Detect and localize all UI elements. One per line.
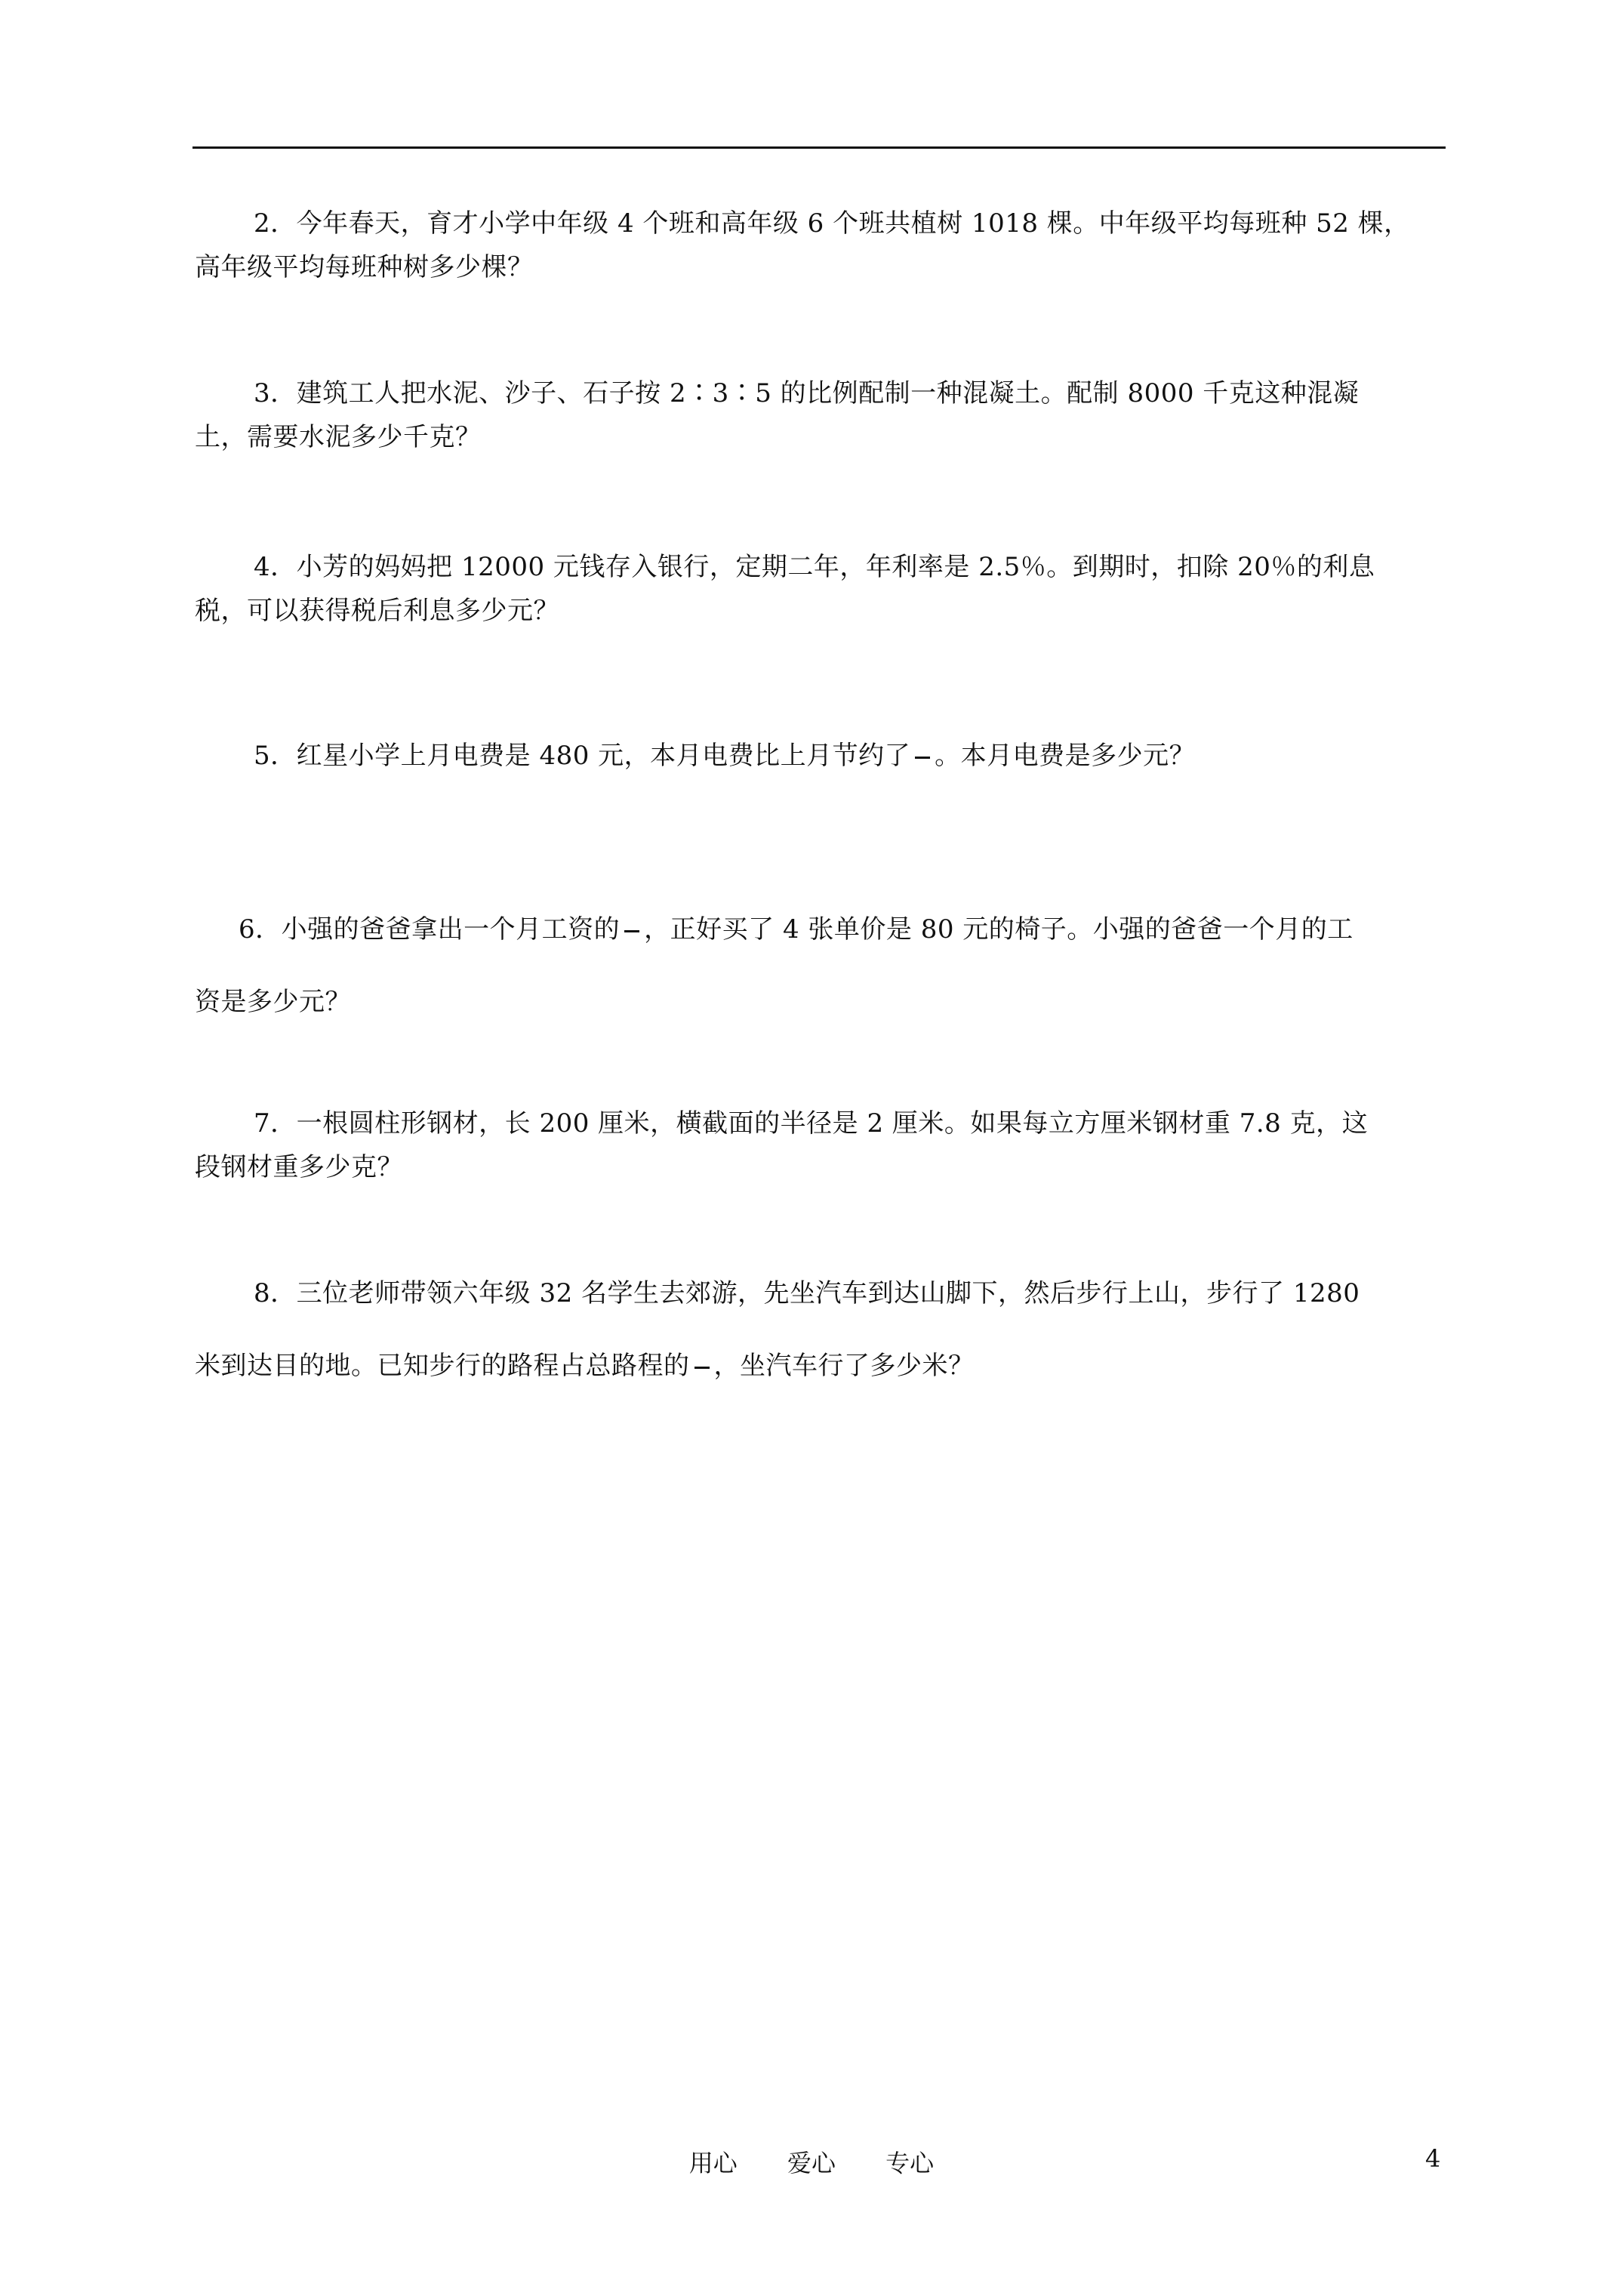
page-number: 4 [1425, 2144, 1441, 2173]
problem-4 [195, 546, 1448, 633]
footer-item: 用心 [688, 2149, 738, 2177]
problem-8-line-1: 8．三位老师带领六年级 32 名学生去郊游，先坐汽车到达山脚下，然后步行上山，步行了 1280 [254, 1278, 1360, 1308]
problem-8 [195, 1272, 1448, 1417]
problem-5-text-a: 5．红星小学上月电费是 480 元，本月电费比上月节约了 [254, 741, 911, 771]
problem-7 [195, 1102, 1448, 1190]
problem-5-text-b: 。本月电费是多少元？ [935, 741, 1196, 771]
problem-8-text-b: ，坐汽车行了多少米？ [713, 1351, 975, 1381]
problem-6-text-b: ，正好买了 4 张单价是 80 元的椅子。小强的爸爸一个月的工 [644, 914, 1354, 945]
problem-4-line-2: 税，可以获得税后利息多少元？ [195, 596, 559, 626]
problem-5 [195, 735, 1448, 778]
problem-3-line-2: 土，需要水泥多少千克？ [195, 422, 482, 452]
problem-6 [195, 908, 1448, 1053]
fraction-mark [915, 757, 930, 759]
problem-2 [195, 202, 1448, 290]
problem-4-line-1: 4．小芳的妈妈把 12000 元钱存入银行，定期二年，年利率是 2.5％。到期时，扣除 20％的利息 [254, 552, 1375, 582]
problem-3-line-1: 3．建筑工人把水泥、沙子、石子按 2∶3∶5 的比例配制一种混凝土。配制 8000 千克这种混凝 [254, 378, 1360, 408]
header-rule [192, 146, 1446, 149]
problem-7-line-2: 段钢材重多少克？ [195, 1152, 403, 1182]
problem-6-line-1 [195, 908, 1448, 981]
problem-6-text-a: 6．小强的爸爸拿出一个月工资的 [239, 914, 621, 945]
problem-6-line-2: 资是多少元？ [195, 987, 351, 1017]
problem-7-line-1: 7．一根圆柱形钢材，长 200 厘米，横截面的半径是 2 厘米。如果每立方厘米钢材重 7.8 克，这 [254, 1108, 1369, 1139]
problem-8-line-2 [195, 1345, 1448, 1417]
problem-2-line-1: 2．今年春天，育才小学中年级 4 个班和高年级 6 个班共植树 1018 棵。中年级平均每班种 52 棵， [254, 208, 1410, 239]
footer-item: 爱心 [787, 2149, 836, 2177]
problem-2-line-2: 高年级平均每班种树多少棵？ [195, 252, 534, 282]
problem-3 [195, 372, 1448, 460]
footer-item: 专心 [885, 2149, 935, 2177]
footer-slogan [0, 2144, 1623, 2179]
fraction-mark [624, 930, 639, 932]
problem-8-text-a: 米到达目的地。已知步行的路程占总路程的 [195, 1351, 690, 1381]
fraction-mark [694, 1367, 710, 1369]
problem-5-line-1 [195, 735, 1448, 778]
